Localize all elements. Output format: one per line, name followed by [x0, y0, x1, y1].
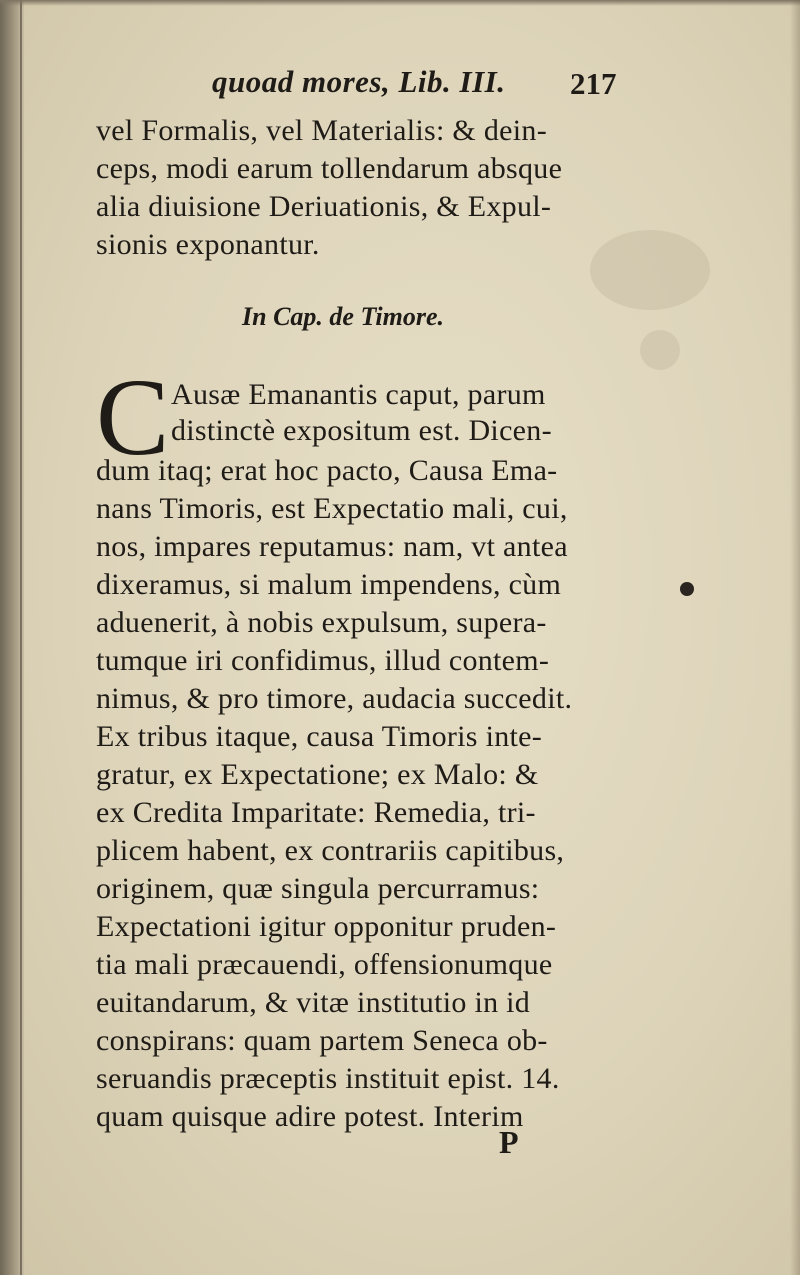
text-line: dum itaq; erat hoc pacto, Causa Ema- [96, 454, 558, 487]
text-line: distinctè expositum est. Dicen- [171, 414, 552, 447]
text-line: tia mali præcauendi, offensionumque [96, 948, 553, 981]
text-line: quam quisque adire potest. Interim [96, 1100, 524, 1133]
text-line: Ex tribus itaque, causa Timoris inte- [96, 720, 543, 753]
text-line: Ausæ Emanantis caput, parum [171, 378, 546, 411]
text-line: originem, quæ singula percurramus: [96, 872, 540, 905]
ink-blot [680, 582, 694, 596]
text-line: euitandarum, & vitæ institutio in id [96, 986, 531, 1019]
text-line: aduenerit, à nobis expulsum, supera- [96, 606, 547, 639]
text-line: vel Formalis, vel Materialis: & dein- [96, 114, 548, 147]
text-line: seruandis præceptis instituit epist. 14. [96, 1062, 560, 1095]
text-line: gratur, ex Expectatione; ex Malo: & [96, 758, 539, 791]
text-line: nimus, & pro timore, audacia succedit. [96, 682, 573, 715]
gutter-line [20, 0, 22, 1275]
text-line: nans Timoris, est Expectatio mali, cui, [96, 492, 568, 525]
text-line: ceps, modi earum tollendarum absque [96, 152, 563, 185]
drop-cap: C [96, 356, 170, 478]
page-number: 217 [570, 66, 617, 101]
running-title: quoad mores, Lib. III. [212, 64, 506, 99]
text-line: tumque iri confidimus, illud contem- [96, 644, 550, 677]
catchword: P [499, 1124, 519, 1160]
page-right-edge [790, 0, 800, 1275]
text-line: nos, impares reputamus: nam, vt antea [96, 530, 568, 563]
paper-stain [590, 230, 710, 310]
section-title: In Cap. de Timore. [242, 302, 444, 331]
text-line: conspirans: quam partem Seneca ob- [96, 1024, 548, 1057]
text-line: plicem habent, ex contrariis capitibus, [96, 834, 565, 867]
text-line: sionis exponantur. [96, 228, 320, 261]
page-top-edge [0, 0, 800, 6]
text-line: ex Credita Imparitate: Remedia, tri- [96, 796, 536, 829]
text-line: dixeramus, si malum impendens, cùm [96, 568, 562, 601]
paper-stain [640, 330, 680, 370]
text-line: alia diuisione Deriuationis, & Expul- [96, 190, 552, 223]
text-line: Expectationi igitur opponitur pruden- [96, 910, 557, 943]
